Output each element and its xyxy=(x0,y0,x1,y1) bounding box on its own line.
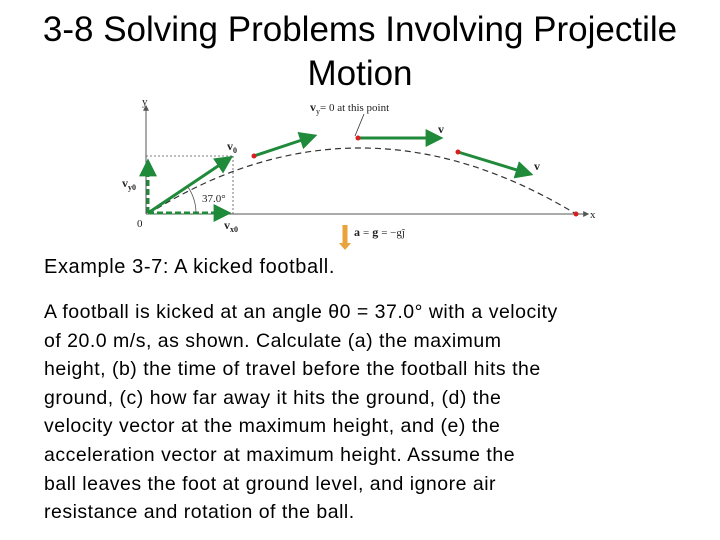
example-heading: Example 3-7: A kicked football. xyxy=(44,256,335,278)
angle-arc xyxy=(188,187,196,213)
angle-label: 37.0° xyxy=(202,193,226,205)
y-axis-label: y xyxy=(142,96,148,108)
descent-point xyxy=(456,150,461,155)
body-line: height, (b) the time of travel before the football hits the xyxy=(44,358,541,381)
x-axis-label: x xyxy=(590,209,596,221)
body-line: of 20.0 m/s, as shown. Calculate (a) the maximum xyxy=(44,329,502,352)
problem-statement xyxy=(44,298,694,527)
apex-point xyxy=(356,136,361,141)
ascent-velocity-arrow xyxy=(254,136,314,156)
body-line: ground, (c) how far away it hits the ground, (d) the xyxy=(44,386,502,409)
projectile-diagram xyxy=(118,92,608,250)
body-line: velocity vector at the maximum height, and (e) the xyxy=(44,415,501,438)
slide-title xyxy=(40,8,680,96)
landing-point xyxy=(574,212,579,217)
ascent-point xyxy=(252,154,257,159)
descent-v-label: v xyxy=(534,159,540,173)
slide-title-text: 3-8 Solving Problems Involving Projectile Motion xyxy=(42,10,678,93)
body-line: ball leaves the foot at ground level, and ignore air xyxy=(44,472,497,495)
vy0-label: $v_{y0}$ xyxy=(122,176,136,192)
apex-note-pointer xyxy=(355,114,364,136)
apex-v-label: v xyxy=(438,122,444,136)
vx0-label: $v_{x0}$ xyxy=(224,218,238,234)
origin-label: 0 xyxy=(137,218,143,230)
body-line: A football is kicked at an angle θ0 = 37.0° with a velocity xyxy=(44,301,558,323)
v0-label: $v_0$ xyxy=(227,139,237,155)
body-line: resistance and rotation of the ball. xyxy=(44,501,355,524)
accel-label: a = g = −gĵ xyxy=(354,225,405,239)
descent-velocity-arrow xyxy=(458,152,530,174)
body-line: acceleration vector at maximum height. Assume the xyxy=(44,443,516,466)
apex-note: $v_y= 0$ at this point xyxy=(310,100,390,116)
accel-arrowhead xyxy=(339,243,351,250)
